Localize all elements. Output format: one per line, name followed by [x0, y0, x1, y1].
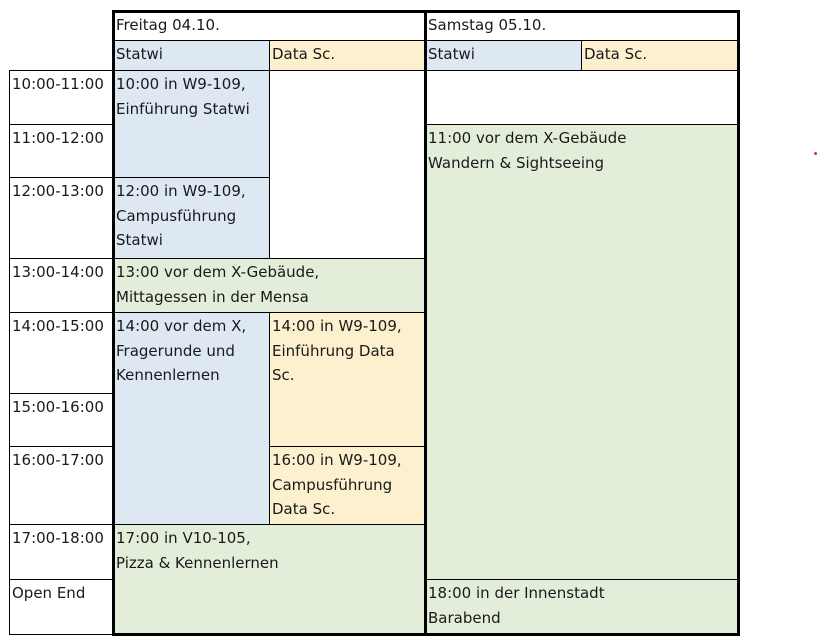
subheader-sat-statwi: Statwi	[425, 40, 582, 71]
time-slot: 10:00-11:00	[9, 70, 114, 125]
header-friday: Freitag 04.10.	[113, 11, 426, 41]
empty-sat-morning	[425, 70, 739, 125]
header-saturday: Samstag 05.10.	[425, 11, 739, 41]
empty-fri-datasc-morning	[269, 70, 426, 259]
time-slot: 15:00-16:00	[9, 393, 114, 447]
event-sat-joint-1100: 11:00 vor dem X-Gebäude Wandern & Sightseeing	[425, 124, 739, 580]
border-top	[112, 10, 740, 13]
subheader-fri-statwi: Statwi	[113, 40, 270, 71]
subheader-sat-datasc: Data Sc.	[581, 40, 739, 71]
time-slot: 17:00-18:00	[9, 524, 114, 580]
time-slot: 13:00-14:00	[9, 258, 114, 313]
event-sat-joint-1800: 18:00 in der Innenstadt Barabend	[425, 579, 739, 635]
border-day-divider	[424, 10, 427, 636]
time-slot: Open End	[9, 579, 114, 635]
event-fri-datasc-1600: 16:00 in W9-109, Campusführung Data Sc.	[269, 446, 426, 525]
time-slot: 16:00-17:00	[9, 446, 114, 525]
event-fri-statwi-1000: 10:00 in W9-109, Einführung Statwi	[113, 70, 270, 178]
subheader-fri-datasc: Data Sc.	[269, 40, 426, 71]
red-dot-marker	[814, 152, 817, 155]
border-fri-left	[112, 10, 115, 636]
time-slot: 12:00-13:00	[9, 177, 114, 259]
time-slot: 11:00-12:00	[9, 124, 114, 178]
event-fri-statwi-1200: 12:00 in W9-109, Campusführung Statwi	[113, 177, 270, 259]
event-fri-datasc-1400: 14:00 in W9-109, Einführung Data Sc.	[269, 312, 426, 447]
border-bottom	[112, 633, 740, 636]
event-fri-joint-1300: 13:00 vor dem X-Gebäude, Mittagessen in der Mensa	[113, 258, 426, 313]
event-fri-statwi-1400: 14:00 vor dem X, Fragerunde und Kennenlernen	[113, 312, 270, 525]
border-sat-right	[737, 10, 740, 636]
event-fri-joint-1700: 17:00 in V10-105, Pizza & Kennenlernen	[113, 524, 426, 635]
time-slot: 14:00-15:00	[9, 312, 114, 394]
